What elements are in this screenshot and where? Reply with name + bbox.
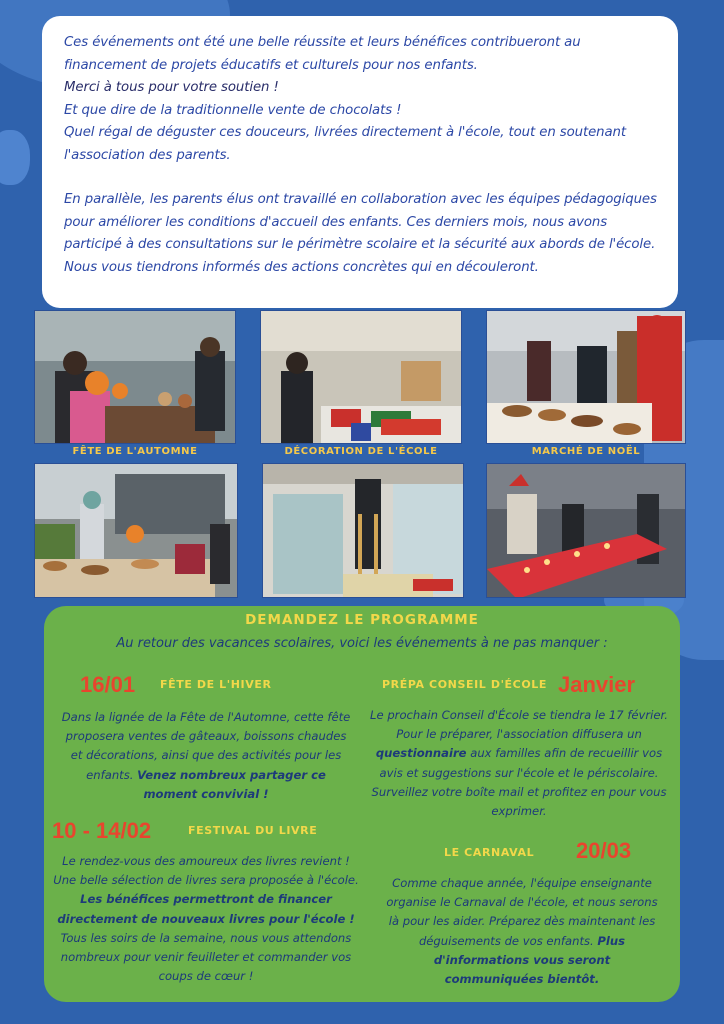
intro-text-box <box>42 16 678 308</box>
intro-thanks: Merci à tous pour votre soutien ! <box>64 80 279 95</box>
programme-subtitle: Au retour des vacances scolaires, voici les événements à ne pas manquer : <box>116 636 608 651</box>
event-name: LE CARNAVAL <box>444 846 535 859</box>
programme-box <box>44 606 680 1002</box>
photo-autumn-stand <box>34 463 238 598</box>
background-blob <box>0 130 30 185</box>
programme-title: DEMANDEZ LE PROGRAMME <box>245 612 479 628</box>
photo-caption: FÊTE DE L'AUTOMNE <box>72 446 198 457</box>
intro-paragraph: En parallèle, les parents élus ont travaillé en collaboration avec les équipes pédagogiques pour améliorer les conditions d'accueil des enfants. Ces derniers mois, nous avons participé à des consultations sur le périmètre scolaire et la sécurité aux abords de l'école. <box>64 192 657 252</box>
event-description: Dans la lignée de la Fête de l'Automne, cette fête proposera ventes de gâteaux, boissons chaudes et décorations, ainsi que des activités pour les enfants. Venez nombreux partager ce moment convivial ! <box>61 710 351 801</box>
event-description: Le rendez-vous des amoureux des livres revient ! Une belle sélection de livres sera proposée à l'école. Les bénéfices permettront de financer directement de nouveaux livres pour l'école ! Tous les soirs de la semaine, nous vous attendons nombreux pour venir feuilleter et commander vos coups de cœur ! <box>53 854 359 984</box>
event-description: Le prochain Conseil d'École se tiendra le 17 février. Pour le préparer, l'association diffusera un questionnaire aux familles afin de recueillir vos avis et suggestions sur l'école et le périscolaire. Surveillez votre boîte mail et profitez en pour vous exprimer. <box>370 708 668 819</box>
photo-christmas-stand <box>486 463 686 598</box>
photo-caption: MARCHÉ DE NOËL <box>531 446 641 457</box>
event-name: FESTIVAL DU LIVRE <box>188 824 318 837</box>
intro-paragraph: Quel régal de déguster ces douceurs, livrées directement à l'école, tout en soutenant l'association des parents. <box>64 125 626 163</box>
event-date: 10 - 14/02 <box>52 818 152 843</box>
intro-paragraph: Ces événements ont été une belle réussite et leurs bénéfices contribueront au financement de projets éducatifs et culturels pour nos enfants. <box>64 35 581 73</box>
photo-gallery <box>34 310 686 602</box>
event-name: PRÉPA CONSEIL D'ÉCOLE <box>382 678 547 691</box>
event-name: FÊTE DE L'HIVER <box>160 678 272 691</box>
photo-caption: DÉCORATION DE L'ÉCOLE <box>284 446 438 457</box>
photo-decoration-ladder <box>262 463 464 598</box>
photo-school-decoration <box>260 310 462 444</box>
photo-christmas-market <box>486 310 686 444</box>
event-date: Janvier <box>558 672 636 697</box>
intro-paragraph: Et que dire de la traditionnelle vente de chocolats ! <box>64 102 402 118</box>
event-date: 16/01 <box>80 672 136 697</box>
photo-autumn-party <box>34 310 236 444</box>
intro-paragraph: Nous vous tiendrons informés des actions concrètes qui en découleront. <box>64 259 539 275</box>
event-description: Comme chaque année, l'équipe enseignante organise le Carnaval de l'école, et nous serons là pour les aider. Préparez dès maintenant les déguisements de vos enfants. Plus d'informations vous seront communiquées bientôt. <box>386 876 658 987</box>
event-date: 20/03 <box>576 838 632 863</box>
